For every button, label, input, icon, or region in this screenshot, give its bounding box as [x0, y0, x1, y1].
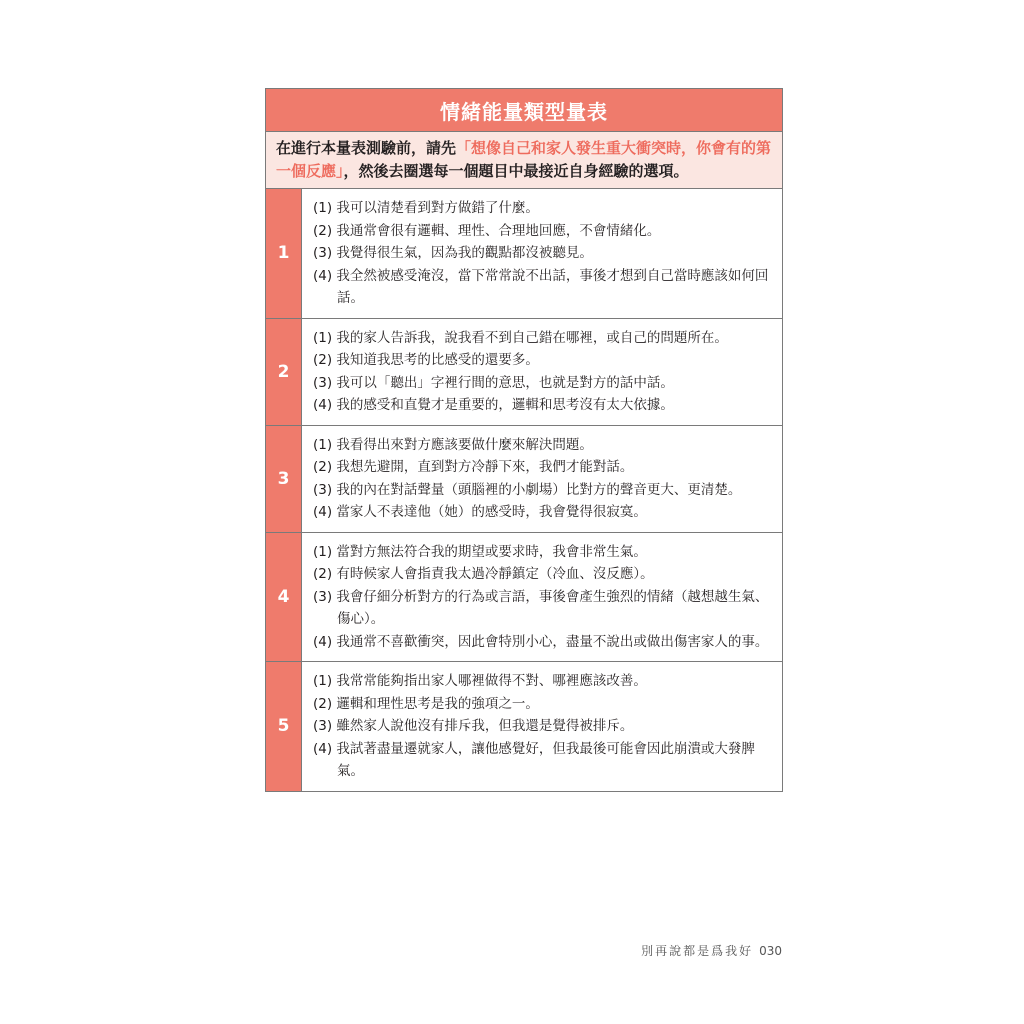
intro-text-after: ，然後去圈選每一個題目中最接近自身經驗的選項。: [343, 162, 689, 180]
option-item: (4) 當家人不表達他（她）的感受時，我會覺得很寂寞。: [313, 504, 647, 520]
option-item: (2) 我想先避開，直到對方冷靜下來，我們才能對話。: [313, 459, 634, 475]
option-item: (1) 我可以清楚看到對方做錯了什麼。: [313, 200, 539, 216]
option-item: (4) 我全然被感受淹沒，當下常常說不出話，事後才想到自己當時應該如何回話。: [313, 267, 769, 306]
book-title: 別再說都是爲我好: [641, 944, 754, 958]
question-options: [302, 662, 782, 791]
page-number: 030: [759, 944, 782, 958]
question-number: 2: [266, 319, 302, 425]
option-item: (2) 我知道我思考的比感受的還要多。: [313, 352, 539, 368]
option-item: (3) 我覺得很生氣，因為我的觀點都沒被聽見。: [313, 245, 593, 261]
option-item: (2) 邏輯和理性思考是我的強項之一。: [313, 695, 539, 712]
question-number: 3: [266, 426, 302, 532]
question-row-1: [266, 189, 782, 319]
question-row-2: [266, 319, 782, 426]
option-item: (2) 有時候家人會指責我太過冷靜鎮定（冷血、沒反應）。: [313, 566, 654, 582]
question-number: 5: [266, 662, 302, 791]
option-item: (4) 我試著盡量遷就家人，讓他感覺好，但我最後可能會因此崩潰或大發脾氣。: [313, 740, 755, 779]
option-item: (3) 我可以「聽出」字裡行間的意思，也就是對方的話中話。: [313, 374, 674, 391]
option-item: (3) 我的內在對話聲量（頭腦裡的小劇場）比對方的聲音更大、更清楚。: [313, 481, 742, 498]
question-options: [302, 319, 782, 425]
option-item: (1) 我常常能夠指出家人哪裡做得不對、哪裡應該改善。: [313, 673, 647, 689]
question-row-5: [266, 662, 782, 791]
scale-table: [265, 88, 783, 792]
option-item: (4) 我通常不喜歡衝突，因此會特別小心，盡量不說出或做出傷害家人的事。: [313, 633, 769, 650]
option-item: (4) 我的感受和直覺才是重要的，邏輯和思考沒有太大依據。: [313, 397, 674, 413]
option-item: (3) 我會仔細分析對方的行為或言語，事後會產生強烈的情緒（越想越生氣、傷心）。: [313, 588, 769, 627]
option-item: (2) 我通常會很有邏輯、理性、合理地回應，不會情緒化。: [313, 222, 661, 239]
question-row-3: [266, 426, 782, 533]
page-footer: [641, 942, 782, 959]
question-options: [302, 189, 782, 318]
option-item: (1) 我看得出來對方應該要做什麼來解決問題。: [313, 436, 593, 453]
option-item: (3) 雖然家人說他沒有排斥我，但我還是覺得被排斥。: [313, 718, 634, 734]
question-options: [302, 426, 782, 532]
intro-highlight: 「想像自己和家人發生重大衝突時，你會有的第一個反應」: [276, 139, 772, 180]
question-number: 1: [266, 189, 302, 318]
question-row-4: [266, 533, 782, 663]
intro-instructions: [266, 132, 782, 189]
table-title: 情緒能量類型量表: [266, 89, 782, 132]
option-item: (1) 當對方無法符合我的期望或要求時，我會非常生氣。: [313, 543, 647, 560]
intro-text-before: 在進行本量表測驗前，請先: [276, 139, 457, 157]
question-number: 4: [266, 533, 302, 662]
question-options: [302, 533, 782, 662]
option-item: (1) 我的家人告訴我，說我看不到自己錯在哪裡，或自己的問題所在。: [313, 329, 728, 346]
